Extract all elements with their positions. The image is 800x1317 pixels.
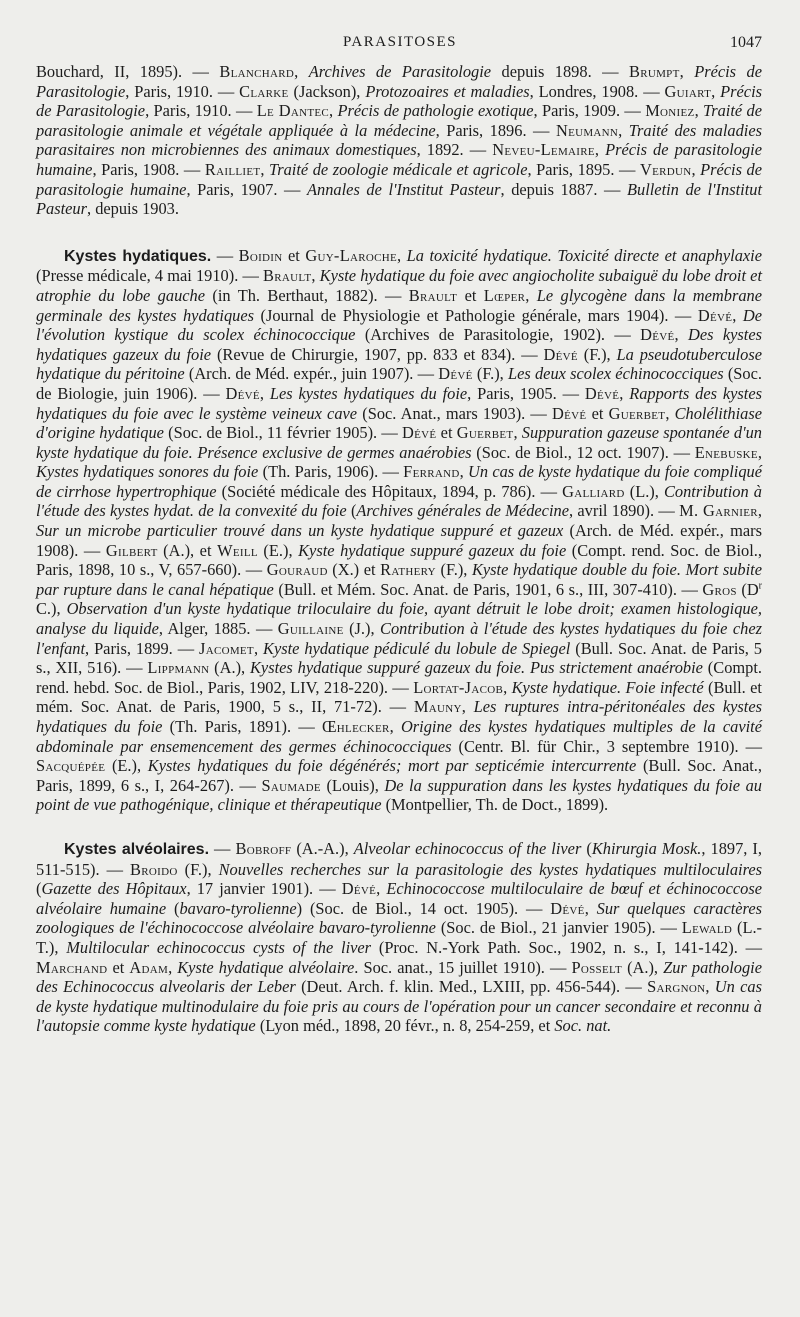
superscript-text: r [758,580,762,592]
author-name: Clarke [239,81,289,101]
citation-text: (Soc. de Biol., 21 janvier 1905). — [435,918,682,938]
italic-title: Echinococcose multiloculaire de bœuf et échinococcose alvéolaire humaine [36,879,763,918]
italic-title: Le glycogène dans la membrane germinale des kystes hydatiques [36,285,762,325]
citation-text: (A.), et [157,540,218,560]
citation-text: , [757,501,762,521]
author-name: Sacquépée [36,756,106,776]
author-name: Dévé [584,383,620,403]
citation-text: (Louis), [320,775,385,795]
citation-text: (Th. Paris, 1906). — [258,462,404,482]
author-name: Le Dantec [256,101,330,121]
citation-text: , [253,638,264,658]
citation-text: , [389,717,401,736]
author-name: Lewald [681,918,733,938]
author-name: Dévé [341,879,377,899]
citation-text: , [618,120,629,140]
citation-text: , [705,977,715,997]
author-name: Marchand [36,957,108,977]
citation-text: et [282,245,306,265]
citation-text: (in Th. Berthaut, 1882). — [205,285,409,305]
citation-text: , [459,462,468,482]
section-heading: Kystes hydatiques. [64,247,212,265]
author-name: Neumann [555,120,619,140]
section-heading: Kystes alvéolaires. [64,840,210,858]
author-name: Guillaine [277,619,344,639]
author-name: Galliard [562,481,625,501]
citation-text: (Journal de Physiologie et Pathologie générale, mars 1904). — [254,305,698,325]
italic-title: Traité des maladies parasitaires non microbiennes des animaux domestiques [36,120,762,160]
citation-text: , Paris, 1895. — [527,159,640,179]
italic-title: Archives de Parasitologie [308,62,492,81]
italic-title: De la suppuration dans les kystes hydatiques du foie au point de vue pathogénique, clinique et thérapeutique [36,775,763,815]
italic-title: Kyste hydatique du foie avec angiocholite subaiguë du lobe droit et atrophie du lobe gauche [36,266,762,305]
author-name: Gros [702,579,737,599]
citation-text: , [329,101,338,121]
citation-text: , depuis 1903. [87,199,179,219]
italic-title: Soc. nat. [554,1016,612,1036]
author-name: Saumade [261,775,321,795]
citation-text: , [503,677,512,697]
citation-text: ( [36,879,42,899]
citation-text: , [397,245,407,265]
author-name: Bobroff [235,838,292,858]
author-name: Railliet [204,159,261,179]
citation-text: (A.-A.), [291,838,354,858]
italic-title: Traité de zoologie médicale et agricole [269,159,528,179]
author-name: Weill [217,540,258,560]
author-name: Dévé [438,364,473,384]
citation-text: , [711,81,721,101]
citation-text: , Paris, 1910. — [125,81,240,101]
citation-text: (Compt. rend. Soc. de Biol., Paris, 1898, 10 s., V, 657-660). — [36,540,762,580]
italic-title: Précis de parasitologie humaine [36,140,762,179]
paragraph-kystes-alveolaires [36,839,762,1036]
citation-text: , 1897, I, 511-515). — [36,838,762,879]
citation-text: et [457,285,484,305]
citation-text: (Bull. Soc. Anat., Paris, 1899, 6 s., I, 264-267). — [36,756,762,795]
author-name: Posselt [571,957,622,977]
citation-text: , Paris, 1899. — [85,638,200,658]
italic-title: Alveolar echinococcus of the liver [353,838,582,858]
citation-text: , [513,423,522,443]
citation-text: , [168,957,178,977]
citation-text: (Jackson), [288,81,366,101]
author-name: Adam [129,957,169,977]
author-name: Boidin [238,245,283,265]
italic-title: Suppuration gazeuse spontanée d'un kyste hydatique du foie. Présence exclusive de germes anaérobies [36,423,762,462]
italic-title: Protozoaires et maladies [365,81,530,101]
citation-text: (X.) et [327,560,381,580]
citation-text: (Revue de Chirurgie, 1907, pp. 833 et 834). — [211,344,544,364]
italic-title: Les ruptures intra-péritonéales des kystes hydatiques du foie [36,697,762,736]
author-name: Dévé [402,423,437,443]
author-name: Lœper [483,285,526,305]
author-name: M. Garnier [679,501,758,521]
italic-title: La pseudotuberculose hydatique du péritoine [36,344,762,384]
citation-text: , [294,62,309,81]
author-name: Mauny [413,697,462,717]
italic-title: Archives générales de Médecine [356,501,569,521]
citation-text: , 17 janvier 1901). — [186,879,342,899]
citation-text: , [584,898,597,918]
citation-text: . Soc. anat., 15 juillet 1910). — [354,957,572,977]
citation-text: , [757,442,762,462]
citation-text: , [461,697,474,717]
author-name: Brumpt [628,62,680,81]
italic-title: Sur un microbe particulier trouvé dans un kyste hydatique suppuré et gazeux [36,521,564,541]
citation-text: , [694,101,704,121]
citation-text: (L.), [624,481,664,501]
citation-text: (Bull. Soc. Anat. de Paris, 5 s., XII, 516). — [36,638,762,678]
citation-text: , Paris, 1910. — [145,101,257,121]
citation-text: , [619,383,630,403]
author-name: Brault [408,285,458,305]
author-name: Guy-Laroche [305,245,398,265]
citation-text: (Soc. de Biologie, juin 1906). — [36,364,762,403]
citation-text: (Deut. Arch. f. klin. Med., LXIII, pp. 456-544). — [295,977,648,997]
author-name: Guiart [664,81,712,101]
citation-text: (Soc. Anat., mars 1903). — [357,403,552,423]
citation-text: (Bull. et mém. Soc. Anat. de Paris, 1900, 5 s., II, 71-72). — [36,677,762,717]
italic-title: Rapports des kystes hydatiques du foie avec le système veineux cave [36,383,762,423]
italic-title: Kyste hydatique alvéolaire [177,957,355,977]
citation-text: (Montpellier, Th. de Doct., 1899). [381,795,609,815]
citation-text: , Alger, 1885. — [158,619,278,639]
citation-text: et [107,957,130,977]
paragraph-kystes-hydatiques [36,246,762,815]
citation-text: (J.), [343,619,381,639]
italic-title: Précis de parasitologie humaine [36,159,762,199]
italic-title: Nouvelles recherches sur la parasitologie des kystes hydatiques multiloculaires [218,859,762,879]
citation-text: (Compt. rend. hebd. Soc. de Biol., Paris, 1902, LIV, 218-220). — [36,658,762,697]
page-number: 1047 [730,34,762,51]
author-name: Lortat-Jacob [413,677,504,697]
author-name: Œhlecker [321,717,390,736]
italic-title: Kyste hydatique double du foie. Mort subite par rupture dans le canal hépatique [36,560,762,599]
italic-title: Un cas de kyste hydatique du foie compliqué de cirrhose hypertrophique [36,462,763,501]
italic-title: De l'évolution kystique du scolex échinococcique [36,305,762,345]
italic-title: Traité de parasitologie animale et végétale appliquée à la médecine [36,101,763,140]
author-name: Dévé [552,403,587,423]
italic-title: Précis de pathologie exotique [337,101,534,121]
citation-text: , [594,140,606,160]
italic-title: Bulletin de l'Institut Pasteur [36,179,763,219]
italic-title: Observation d'un kyste hydatique triloculaire du foie, ayant détruit le lobe droit; examen histologique, analyse du liquide [36,599,763,639]
italic-title: Les kystes hydatiques du foie [269,383,468,403]
citation-text: (Arch. de Méd. expér., juin 1907). — [184,364,439,384]
italic-title: Cholélithiase d'origine hydatique [36,403,763,443]
citation-text: (E.), [257,540,299,560]
citation-text: (Centr. Bl. für Chir., 3 septembre 1910). — [451,736,762,756]
citation-text: , [260,159,269,179]
citation-text: (F.), [577,344,617,364]
citation-text: , Paris, 1907. — [186,179,308,199]
author-name: Dévé [640,325,675,345]
italic-title: Khirurgia Mosk. [591,838,702,858]
citation-text: (Arch. de Méd. expér., mars 1908). — [36,521,762,560]
author-name: Guerbet [456,423,514,443]
citation-text: C.), [36,599,67,619]
citation-text: , Londres, 1908. — [529,81,665,101]
citation-text: , [691,159,701,179]
italic-title: Kystes hydatiques du foie dégénérés; mort par septicémie intercurrente [147,756,637,776]
citation-text: (Lyon méd., 1898, 20 févr., n. 8, 254-259, et [255,1016,555,1036]
citation-text: (D [736,579,759,599]
author-name: Lippmann [147,658,210,678]
citation-text: , [376,879,387,899]
citation-text: (Th. Paris, 1891). — [162,717,322,736]
author-name: Dévé [550,898,585,918]
italic-title: Origine des kystes hydatiques multiples de la cavité abdominale par ensemencement des germes échinococciques [36,717,762,756]
citation-text: , depuis 1887. — [500,179,627,199]
citation-text: (Soc. de Biol., 12 oct. 1907). — [471,442,695,462]
author-name: Dévé [543,344,578,364]
citation-text: (Société médicale des Hôpitaux, 1894, p. 786). — [216,481,563,501]
italic-title: La toxicité hydatique. Toxicité directe et anaphylaxie [406,245,762,265]
italic-title: Gazette des Hôpitaux [41,879,187,899]
author-name: Enebuske [694,442,758,462]
citation-text: , Paris, 1905. — [467,383,585,403]
author-name: Ferrand [403,462,460,482]
citation-text: ( [581,838,592,858]
citation-text: , [679,62,695,81]
author-name: Neveu-Lemaire [492,140,595,160]
citation-text: , [732,305,743,325]
citation-text: (E.), [105,756,148,776]
citation-text: (Soc. de Biol., 11 février 1905). — [163,423,403,443]
italic-title: Kystes hydatiques sonores du foie [36,462,259,482]
citation-text: , Paris, 1909. — [533,101,646,121]
citation-text: et [586,403,609,423]
citation-text: , Paris, 1896. — [435,120,556,140]
citation-text: depuis 1898. — [491,62,629,81]
author-name: Moniez [645,101,695,121]
citation-text: , [674,325,689,345]
citation-text: , Paris, 1908. — [92,159,205,179]
italic-title: Zur pathologie des Echinococcus alveolaris der Leber [36,957,762,997]
citation-text: (Presse médicale, 4 mai 1910). — [36,266,263,286]
citation-text: , [525,285,537,305]
author-name: Brault [263,266,312,286]
citation-text: ( [346,501,357,521]
author-name: Sargnon [647,977,706,997]
author-name: Jacomet [199,638,254,658]
citation-text: , [259,383,270,403]
author-name: Gilbert [105,540,158,560]
italic-title: Kyste hydatique. Foie infecté [511,677,704,697]
citation-text: (Proc. N.-York Path. Soc., 1902, n. s., I, 141-142). — [371,937,762,957]
italic-title: Contribution à l'étude des kystes hydatiques du foie chez l'enfant [36,619,762,658]
author-name: Dévé [697,305,733,325]
citation-text: , avril 1890). — [568,501,680,521]
author-name: Gouraud [266,560,328,580]
italic-title: Kyste hydatique pédiculé du lobule de Spiegel [263,638,571,658]
italic-title: Kyste hydatique suppuré gazeux du foie [298,540,567,560]
citation-text: (F.), [435,560,472,580]
citation-text: et [436,423,457,443]
citation-text: (Bull. et Mém. Soc. Anat. de Paris, 1901, 6 s., III, 307-410). — [273,579,703,599]
italic-title: Sur quelques caractères zoologiques de l'échinococcose alvéolaire bavaro-tyrolienne [36,898,762,938]
italic-title: Des kystes hydatiques gazeux du foie [36,325,762,364]
italic-title: Annales de l'Institut Pasteur [307,179,501,199]
italic-title: Précis de Parasitologie [36,62,762,101]
italic-title: Les deux scolex échinococciques [508,364,724,384]
citation-text: (F.), [472,364,508,384]
citation-text: — [211,245,239,265]
citation-text: — [209,838,236,858]
citation-text: (A.), [209,658,250,678]
italic-title: Kystes hydatique suppuré gazeux du foie. Pus strictement anaérobie [250,658,703,678]
citation-text: , [665,403,675,423]
italic-title: Précis de Parasitologie [36,81,762,121]
citation-text: (Archives de Parasitologie, 1902). — [355,325,641,345]
italic-title: Un cas de kyste hydatique multinodulaire du foie pris au cours de l'opération pour un cancer secondaire et reconnu à l'autopsie comme kyste hydatique [36,977,762,1036]
author-name: Dévé [225,383,260,403]
citation-text: Bouchard, II, 1895). — [36,62,220,81]
author-name: Blanchard [219,62,295,81]
citation-text: , 1892. — [416,140,493,160]
author-name: Verdun [639,159,692,179]
page-header [0,34,800,54]
citation-text: (F.), [177,859,219,879]
italic-title: Contribution à l'étude des kystes hydat. de la convexité du foie [36,481,762,521]
author-name: Guerbet [608,403,666,423]
citation-text: (L.-T.), [36,918,763,957]
citation-text: (A.), [622,957,664,977]
italic-title: Multilocular echinococcus cysts of the liver [66,937,372,957]
running-title: PARASITOSES [342,34,458,50]
paragraph-general-references [36,62,762,219]
bibliography-body [36,62,762,1036]
author-name: Rathery [380,560,436,580]
citation-text: ( [166,898,180,918]
author-name: Broido [130,859,178,879]
citation-text: , [311,266,320,286]
italic-title: bavaro-tyrolienne [179,898,297,918]
citation-text: ) (Soc. de Biol., 14 oct. 1905). — [296,898,551,918]
